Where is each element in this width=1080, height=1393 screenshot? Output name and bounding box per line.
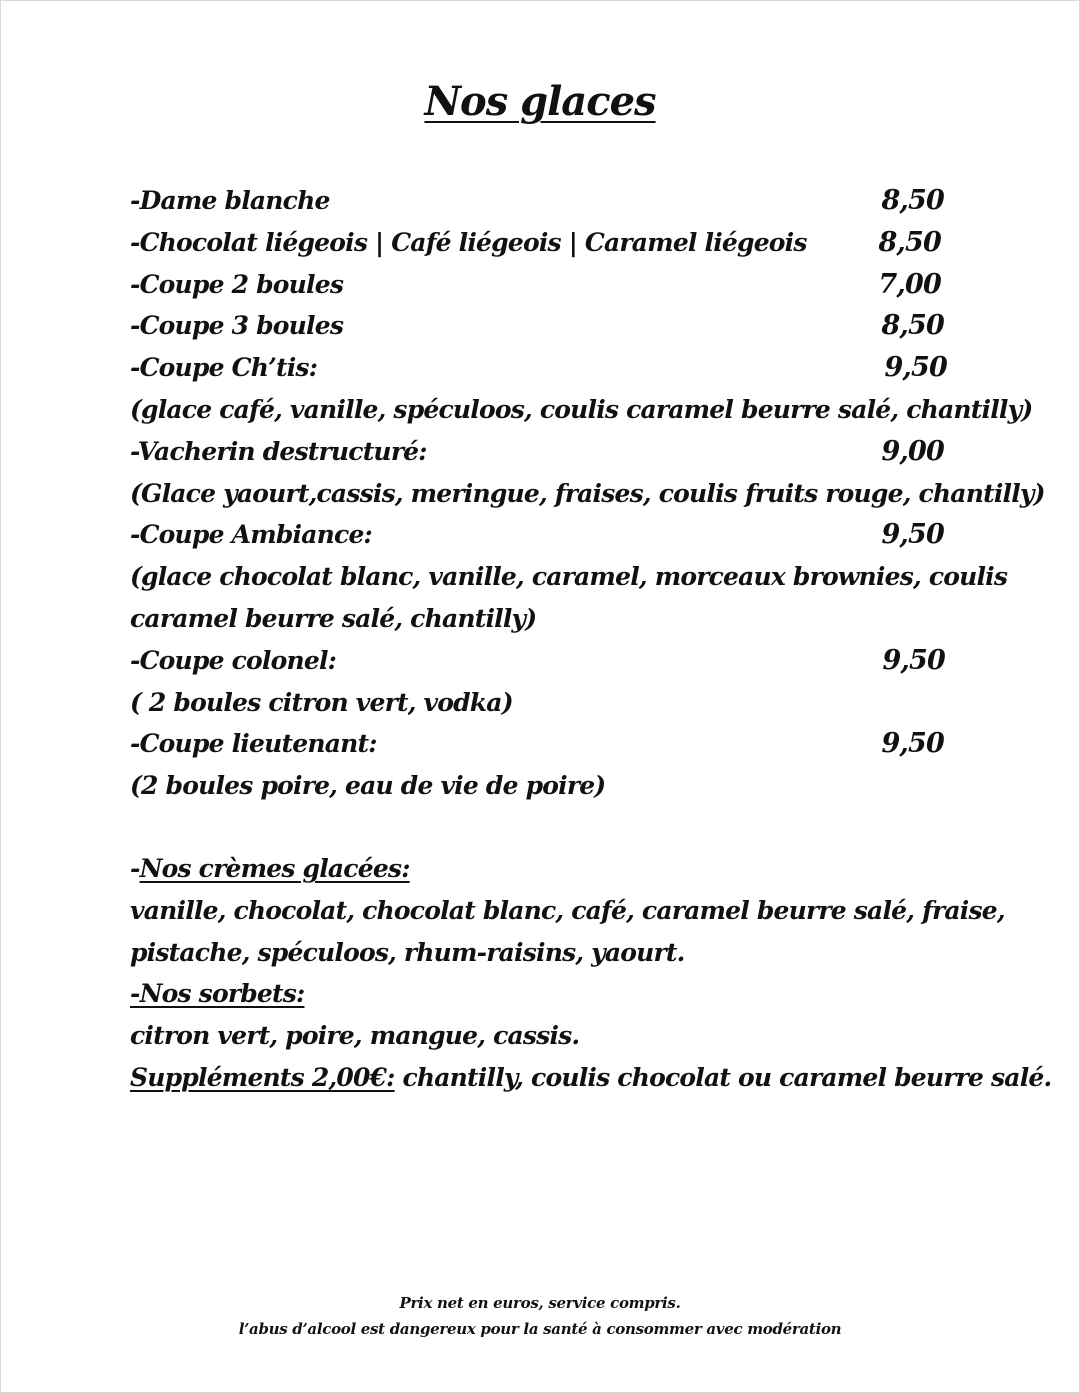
menu-item-description: (glace café, vanille, spéculoos, coulis caramel beurre salé, chantilly) (130, 394, 1033, 424)
menu-item-description: (2 boules poire, eau de vie de poire) (130, 771, 606, 801)
cremes-heading-text: Nos crèmes glacées: (139, 854, 410, 883)
menu-item-name: -Coupe colonel: (130, 645, 337, 675)
menu-item-name: -Chocolat liégeois | Café liégeois | Caramel liégeois (130, 227, 807, 257)
sorbets-list-line: citron vert, poire, mangue, cassis. (130, 1021, 580, 1051)
menu-item-price: 8,50 (878, 226, 941, 258)
menu-item-name: -Coupe 2 boules (130, 269, 344, 299)
footer-line-2: l’abus d’alcool est dangereux pour la santé à consommer avec modération (238, 1320, 842, 1338)
menu-item-price: 7,00 (878, 268, 941, 300)
sorbets-heading-text: -Nos sorbets: (130, 979, 305, 1009)
cremes-list-line: vanille, chocolat, chocolat blanc, café, caramel beurre salé, fraise, (130, 895, 1005, 925)
menu-list (130, 180, 1045, 807)
menu-item-description: (glace chocolat blanc, vanille, caramel, morceaux brownies, coulis (130, 562, 1008, 592)
supplements-label: Suppléments 2,00€: (130, 1062, 395, 1092)
menu-item (130, 723, 950, 765)
menu-item-price: 8,50 (881, 310, 944, 342)
menu-item-price: 8,50 (881, 185, 944, 216)
supplements-line (130, 1057, 1052, 1099)
menu-item (130, 305, 950, 347)
menu-item-price: 9,50 (884, 352, 947, 384)
menu-item (130, 222, 950, 264)
supplements-text: chantilly, coulis chocolat ou caramel beurre salé. (394, 1062, 1052, 1092)
menu-item-price: 9,50 (881, 728, 944, 760)
menu-item (130, 264, 950, 306)
menu-item-name: -Coupe Ch’tis: (130, 353, 318, 383)
page-title: Nos glaces (424, 78, 656, 125)
menu-item (130, 347, 950, 389)
footer-line-1: Prix net en euros, service compris. (399, 1294, 681, 1312)
menu-item-name: -Coupe Ambiance: (130, 520, 372, 550)
menu-item-price: 9,50 (882, 644, 945, 676)
menu-item-description: (Glace yaourt,cassis, meringue, fraises, coulis fruits rouge, chantilly) (130, 478, 1045, 508)
menu-item-name: -Coupe 3 boules (130, 311, 344, 341)
menu-item (130, 431, 950, 473)
menu-item (130, 640, 950, 682)
menu-item-price: 9,50 (881, 519, 944, 551)
menu-item-name: -Dame blanche (130, 186, 330, 215)
menu-item-name: -Vacherin destructuré: (130, 436, 427, 466)
flavors-section (130, 848, 1052, 1099)
cremes-heading-dash: - (130, 854, 140, 883)
sorbets-heading (130, 973, 950, 1015)
menu-item-price: 9,00 (881, 435, 944, 467)
cremes-heading (130, 848, 950, 890)
menu-item (130, 514, 950, 556)
menu-item (130, 180, 950, 222)
menu-item-description: ( 2 boules citron vert, vodka) (130, 687, 513, 717)
cremes-list-line: pistache, spéculoos, rhum-raisins, yaourt. (130, 937, 685, 967)
menu-item-description: caramel beurre salé, chantilly) (130, 603, 537, 633)
menu-item-name: -Coupe lieutenant: (130, 729, 377, 759)
